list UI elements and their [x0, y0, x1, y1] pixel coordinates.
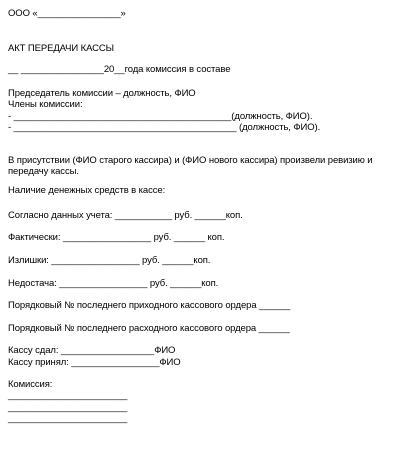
members-label: Члены комиссии: — [8, 99, 83, 110]
date-line: __ ________________20__года комиссия в составе — [8, 64, 231, 75]
organization-line: ООО «________________» — [8, 8, 126, 19]
commission-label: Комиссия: — [8, 379, 53, 390]
handed-over-line: Кассу сдал: __________________ФИО — [8, 345, 176, 356]
actual-line: Фактически: _________________ руб. ______ коп. — [8, 232, 225, 243]
last-incoming-order-line: Порядковый № последнего приходного кассового ордера ______ — [8, 300, 291, 311]
signature-line-2: _______________________ — [8, 402, 128, 413]
presence-paragraph: В присутствии (ФИО старого кассира) и (ФИО нового кассира) произвели ревизию и передачу кассы. — [8, 155, 373, 177]
accepted-line: Кассу принял: _________________ФИО — [8, 357, 181, 368]
signature-line-3: _______________________ — [8, 413, 128, 424]
cash-heading: Наличие денежных средств в кассе: — [8, 185, 166, 196]
per-records-line: Согласно данных учета: ___________ руб. ______коп. — [8, 210, 243, 221]
shortage-line: Недостача: _________________ руб. ______коп. — [8, 278, 219, 289]
document-title: АКТ ПЕРЕДАЧИ КАССЫ — [8, 43, 114, 54]
signature-line-1: _______________________ — [8, 390, 128, 401]
last-outgoing-order-line: Порядковый № последнего расходного кассового ордера ______ — [8, 323, 290, 334]
member-line-2: - ___________________________________________ (должность, ФИО). — [8, 122, 321, 133]
member-line-1: - __________________________________________(должность, ФИО). — [8, 111, 313, 122]
chairman-line: Председатель комиссии – должность, ФИО — [8, 88, 196, 99]
surplus-line: Излишки: _________________ руб. ______коп. — [8, 255, 211, 266]
